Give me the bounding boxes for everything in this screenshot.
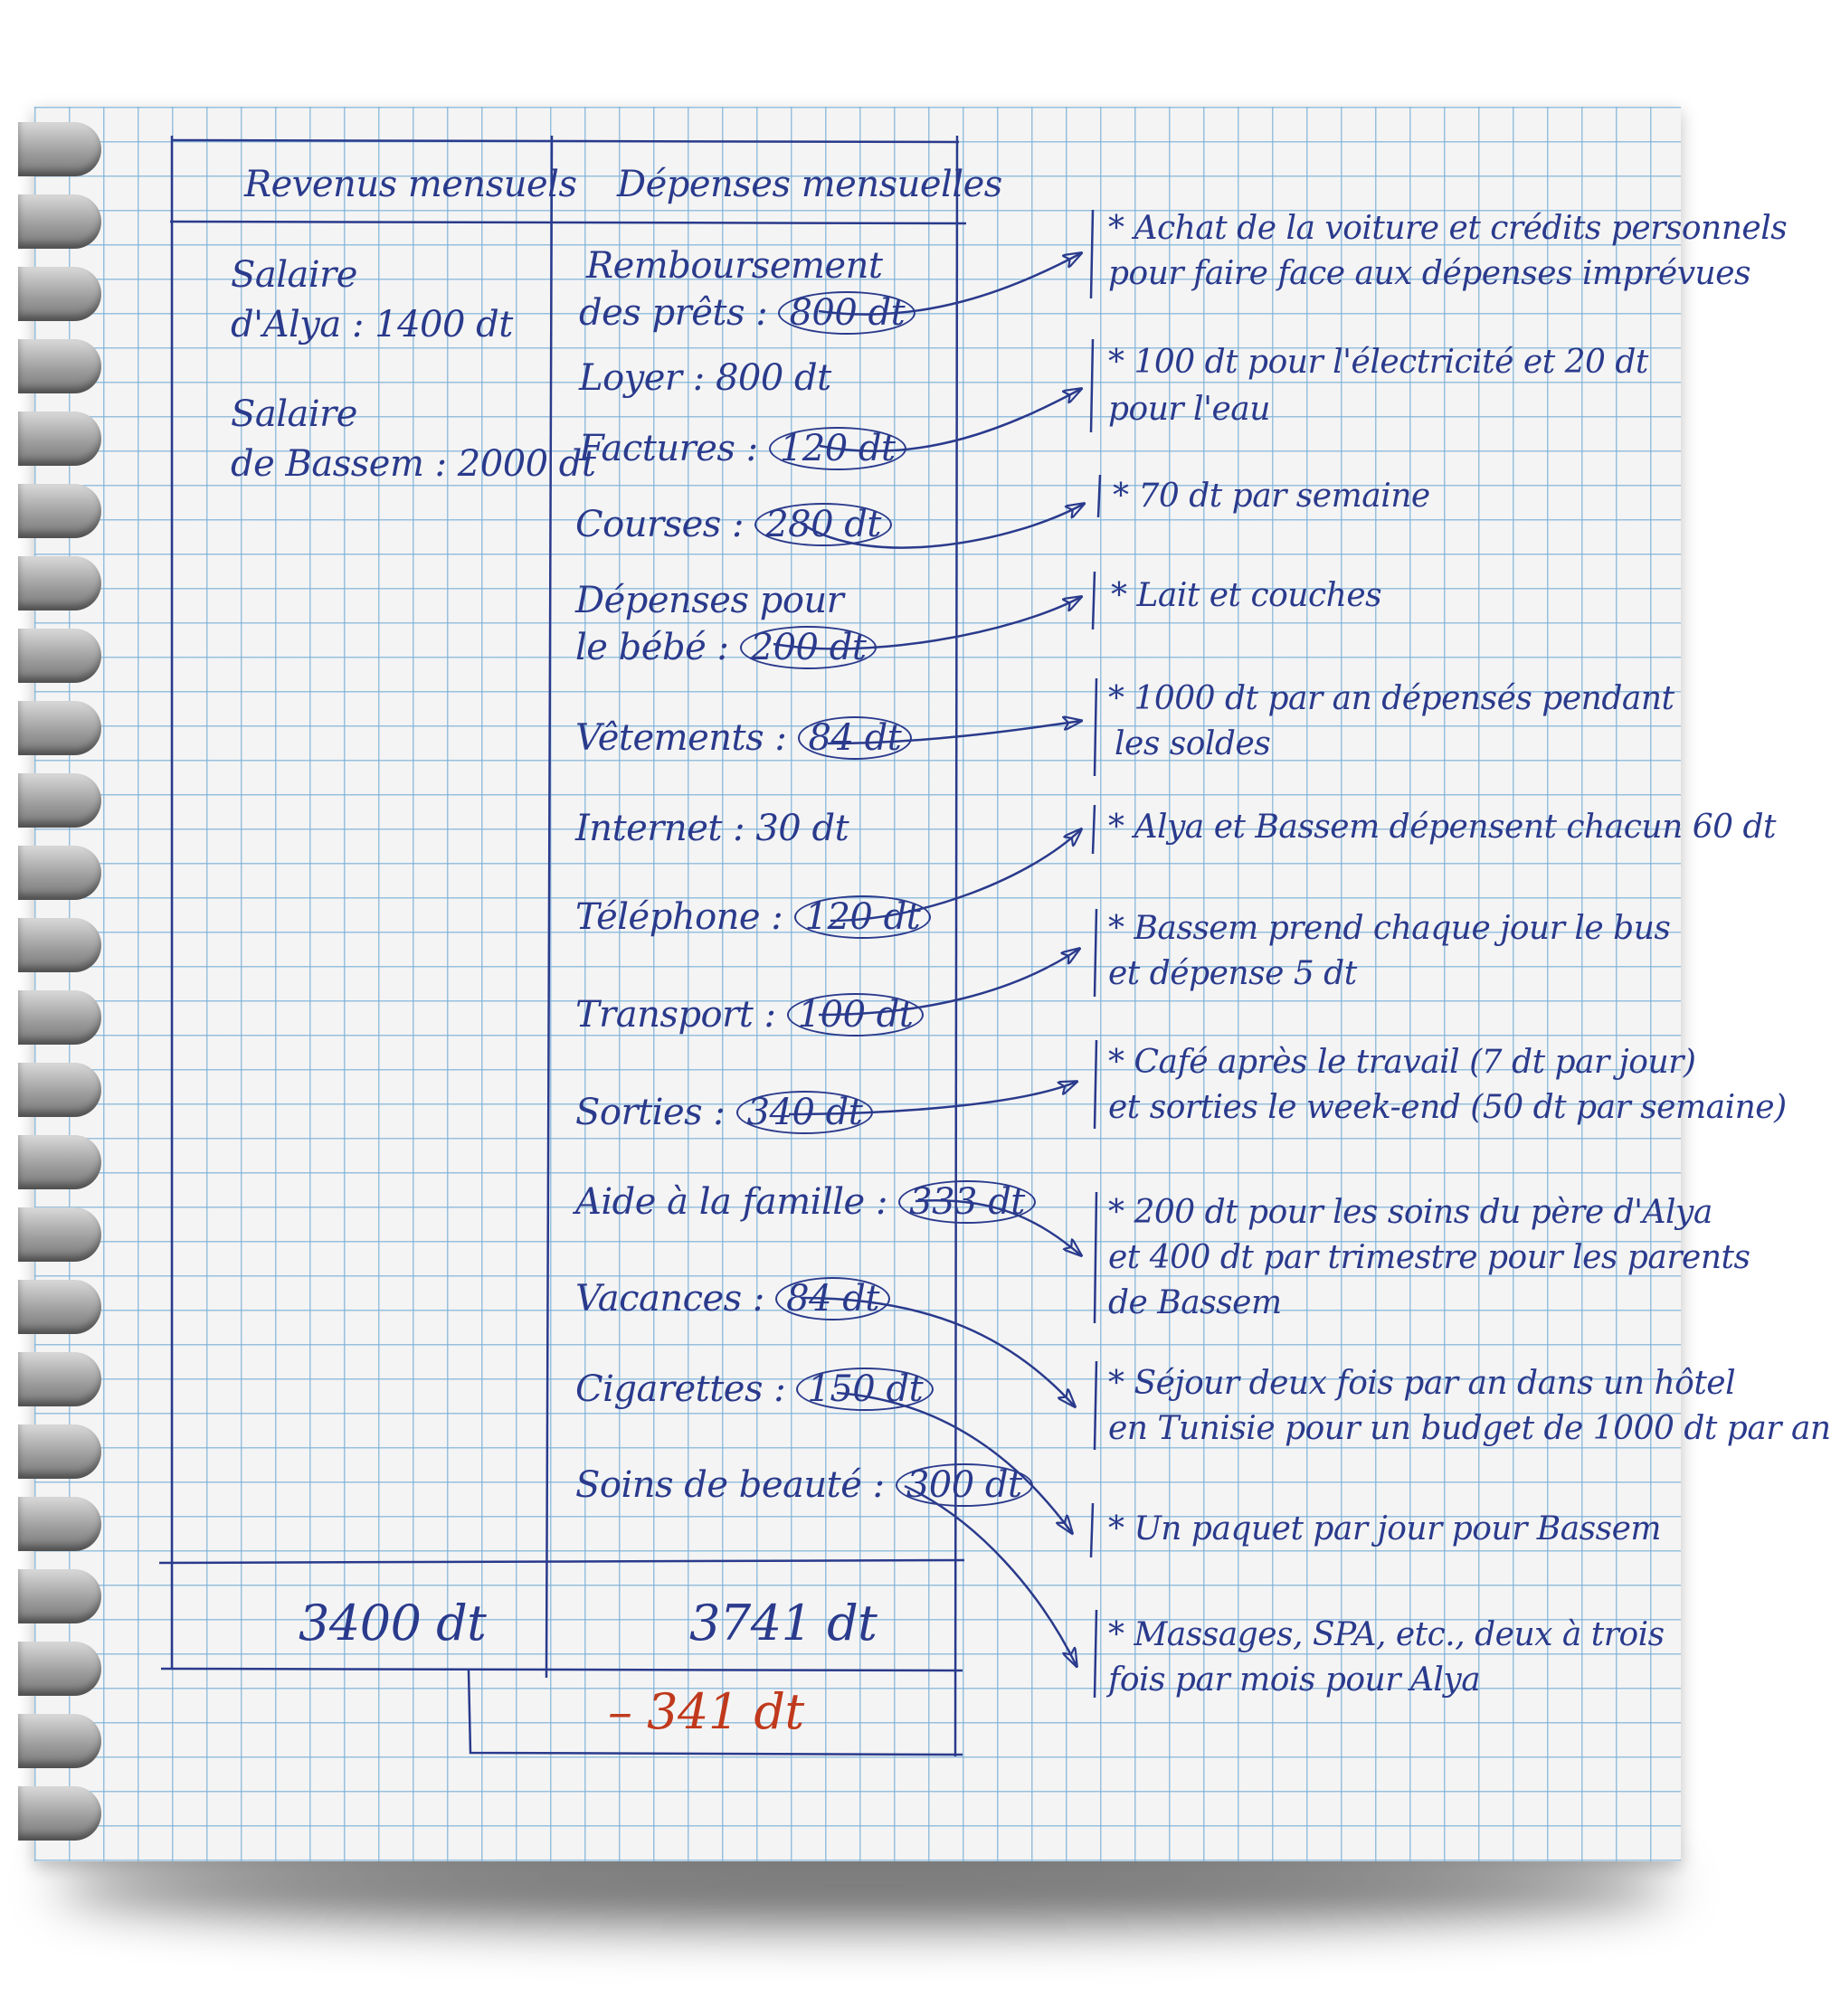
note-sorties-line2: et sorties le week-end (50 dt par semaine) (1108, 1089, 1787, 1126)
income-header: Revenus mensuels (244, 164, 577, 205)
expense-vetements (575, 715, 912, 762)
expense-header: Dépenses mensuelles (617, 164, 1002, 205)
expense-pret-label2 (579, 289, 916, 336)
expense-courses (575, 501, 892, 548)
note-cigarettes: * Un paquet par jour pour Bassem (1108, 1510, 1662, 1547)
expense-beaute (575, 1462, 1033, 1509)
note-prets-line2: pour faire face aux dépenses imprévues (1108, 255, 1750, 292)
expense-sorties-label: Sorties : (575, 1092, 726, 1133)
expense-vacances-amount: 84 dt (775, 1277, 890, 1320)
expense-pret-label: Remboursement (586, 245, 883, 287)
note-famille-line1: * 200 dt pour les soins du père d'Alya (1108, 1194, 1712, 1231)
expense-vetements-amount: 84 dt (798, 716, 913, 760)
note-factures-line1: * 100 dt pour l'électricité et 20 dt (1108, 344, 1648, 381)
note-famille-line3: de Bassem (1108, 1284, 1282, 1321)
expense-pret-label2-text: des prêts : (579, 292, 768, 334)
expense-bebe (575, 624, 877, 671)
table-total-line (159, 1560, 964, 1563)
expense-cigarettes-label: Cigarettes : (575, 1368, 786, 1410)
note-transport-line1: * Bassem prend chaque jour le bus (1108, 910, 1671, 947)
note-vetements-line1: * 1000 dt par an dépensés pendant (1108, 680, 1674, 717)
note-beaute-line2: fois par mois pour Alya (1108, 1661, 1481, 1699)
expense-courses-label: Courses : (575, 504, 744, 545)
expense-transport-label: Transport : (575, 994, 776, 1036)
expense-vacances (575, 1275, 890, 1322)
balance: – 341 dt (608, 1683, 804, 1740)
expense-sorties-amount: 340 dt (736, 1091, 874, 1134)
expense-courses-amount: 280 dt (754, 503, 892, 546)
expense-bebe-amount: 200 dt (740, 626, 878, 669)
expense-internet: Internet : 30 dt (575, 808, 849, 849)
income-bassem-line1: Salaire (231, 393, 357, 435)
note-vetements-line2: les soldes (1115, 725, 1271, 762)
expense-factures-label: Factures : (579, 428, 758, 469)
expense-loyer: Loyer : 800 dt (579, 357, 831, 399)
table-header-line (170, 222, 966, 223)
note-telephone: * Alya et Bassem dépensent chacun 60 dt (1108, 809, 1776, 846)
table-right-line (955, 136, 957, 1756)
expense-cigarettes-amount: 150 dt (796, 1368, 934, 1411)
income-bassem-line2: de Bassem : 2000 dt (231, 443, 596, 485)
expense-bebe-label2: le bébé : (575, 627, 729, 668)
expense-transport (575, 991, 924, 1038)
income-alya-line1: Salaire (231, 254, 357, 296)
expense-sorties (575, 1089, 873, 1136)
income-alya-line2: d'Alya : 1400 dt (231, 304, 513, 345)
expense-transport-amount: 100 dt (787, 993, 925, 1036)
note-courses: * 70 dt par semaine (1113, 478, 1430, 515)
note-vacances-line2: en Tunisie pour un budget de 1000 dt par an (1108, 1410, 1831, 1447)
table-middle-line (546, 136, 552, 1678)
expense-telephone-amount: 120 dt (794, 895, 932, 939)
note-vacances-line1: * Séjour deux fois par an dans un hôtel (1108, 1365, 1736, 1402)
note-transport-line2: et dépense 5 dt (1108, 955, 1357, 992)
note-prets-line1: * Achat de la voiture et crédits personnels (1108, 210, 1788, 247)
expense-vetements-label: Vêtements : (575, 717, 787, 759)
table-top-line (172, 140, 959, 142)
note-factures-line2: pour l'eau (1108, 391, 1270, 428)
note-famille-line2: et 400 dt par trimestre pour les parents (1108, 1239, 1750, 1276)
expense-famille-label: Aide à la famille : (575, 1181, 887, 1223)
expense-pret-amount: 800 dt (778, 291, 916, 335)
expense-cigarettes (575, 1366, 934, 1413)
expense-telephone (575, 894, 931, 941)
expense-telephone-label: Téléphone : (575, 896, 783, 938)
expense-famille-amount: 333 dt (898, 1180, 1036, 1224)
note-bebe: * Lait et couches (1111, 577, 1382, 614)
expense-beaute-amount: 300 dt (896, 1463, 1033, 1507)
expense-famille (575, 1178, 1036, 1226)
expense-vacances-label: Vacances : (575, 1278, 764, 1320)
expense-factures-amount: 120 dt (769, 427, 906, 470)
table-bottom-line (161, 1669, 963, 1671)
expense-factures (579, 425, 906, 472)
note-sorties-line1: * Café après le travail (7 dt par jour) (1108, 1044, 1696, 1081)
note-beaute-line1: * Massages, SPA, etc., deux à trois (1108, 1616, 1665, 1653)
expense-beaute-label: Soins de beauté : (575, 1464, 885, 1506)
expense-bebe-label: Dépenses pour (575, 580, 844, 621)
total-expenses: 3741 dt (689, 1595, 878, 1652)
total-income: 3400 dt (299, 1595, 487, 1652)
